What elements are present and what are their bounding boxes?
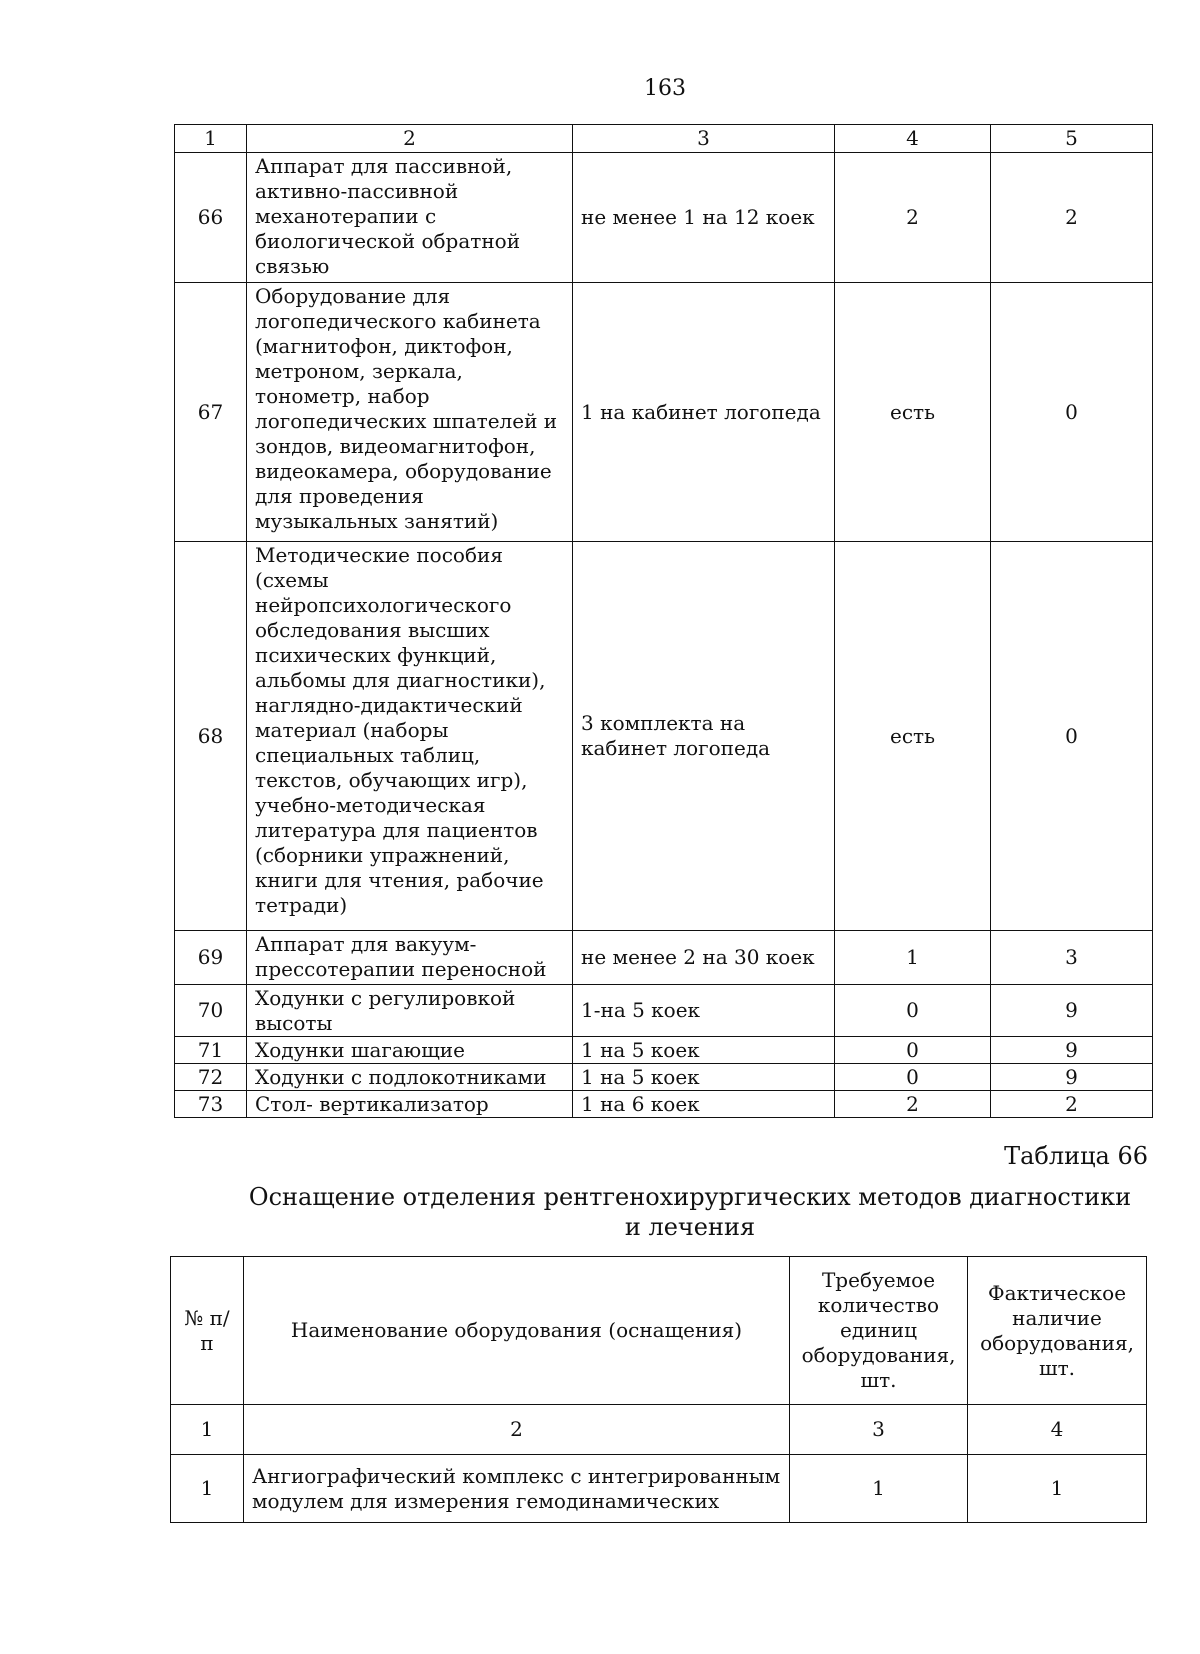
column-4-value: 0 (835, 985, 991, 1037)
required-quantity: 1 на 6 коек (573, 1091, 835, 1118)
column-5-value: 3 (991, 931, 1153, 985)
actual-quantity: 1 (968, 1455, 1147, 1523)
equipment-name: Ходунки шагающие (247, 1037, 573, 1064)
xray-surgery-equipment-table (170, 1256, 1147, 1523)
equipment-name: Ходунки с подлокотниками (247, 1064, 573, 1091)
equipment-name: Оборудование для логопедического кабинета (магнитофон, диктофон, метроном, зеркала, тонометр, набор логопедических шпателей и зондов, видеомагнитофон, видеокамера, оборудование для проведения музыкальных занятий) (247, 283, 573, 542)
table-row (175, 1064, 1153, 1091)
table-row (175, 931, 1153, 985)
column-index: 5 (991, 125, 1153, 153)
equipment-name: Ходунки с регулировкой высоты (247, 985, 573, 1037)
column-4-value: 1 (835, 931, 991, 985)
column-index: 4 (968, 1405, 1147, 1455)
header-row-number: № п/п (171, 1257, 244, 1405)
table-row (175, 1037, 1153, 1064)
table-label: Таблица 66 (1004, 1142, 1148, 1170)
column-5-value: 9 (991, 985, 1153, 1037)
column-5-value: 9 (991, 1064, 1153, 1091)
row-number: 67 (175, 283, 247, 542)
row-number: 73 (175, 1091, 247, 1118)
column-5-value: 2 (991, 1091, 1153, 1118)
header-actual-quantity: Фактическое наличие оборудования, шт. (968, 1257, 1147, 1405)
column-4-value: 0 (835, 1037, 991, 1064)
row-number: 70 (175, 985, 247, 1037)
table-row (175, 283, 1153, 542)
column-5-value: 9 (991, 1037, 1153, 1064)
row-number: 72 (175, 1064, 247, 1091)
column-index: 2 (244, 1405, 790, 1455)
equipment-name: Ангиографический комплекс с интегрированным модулем для измерения гемодинамических (244, 1455, 790, 1523)
column-4-value: 2 (835, 1091, 991, 1118)
row-number: 1 (171, 1455, 244, 1523)
equipment-name: Аппарат для пассивной, активно-пассивной механотерапии с биологической обратной связью (247, 153, 573, 283)
row-number: 71 (175, 1037, 247, 1064)
equipment-name: Методические пособия (схемы нейропсихологического обследования высших психических функций, альбомы для диагностики), наглядно-дидактический материал (наборы специальных таблиц, текстов, обучающих игр), учебно-методическая литература для пациентов (сборники упражнений, книги для чтения, рабочие тетради) (247, 542, 573, 931)
column-5-value: 2 (991, 153, 1153, 283)
row-number: 68 (175, 542, 247, 931)
page-number: 163 (644, 76, 686, 101)
required-quantity: 1 на 5 коек (573, 1064, 835, 1091)
required-quantity: 1 на кабинет логопеда (573, 283, 835, 542)
table-row (175, 1091, 1153, 1118)
column-4-value: есть (835, 542, 991, 931)
required-quantity: 1 (790, 1455, 968, 1523)
required-quantity: не менее 1 на 12 коек (573, 153, 835, 283)
column-4-value: есть (835, 283, 991, 542)
equipment-name: Стол- вертикализатор (247, 1091, 573, 1118)
required-quantity: 1 на 5 коек (573, 1037, 835, 1064)
row-number: 69 (175, 931, 247, 985)
table-header-row (171, 1257, 1147, 1405)
column-index: 3 (790, 1405, 968, 1455)
column-index-row (171, 1405, 1147, 1455)
column-index: 3 (573, 125, 835, 153)
table-row (175, 985, 1153, 1037)
table-row (175, 153, 1153, 283)
column-index: 1 (175, 125, 247, 153)
column-index-row (175, 125, 1153, 153)
column-index: 2 (247, 125, 573, 153)
equipment-name: Аппарат для вакуум-прессотерапии переносной (247, 931, 573, 985)
column-4-value: 0 (835, 1064, 991, 1091)
row-number: 66 (175, 153, 247, 283)
header-equipment-name: Наименование оборудования (оснащения) (244, 1257, 790, 1405)
column-5-value: 0 (991, 283, 1153, 542)
required-quantity: 3 комплекта на кабинет логопеда (573, 542, 835, 931)
column-5-value: 0 (991, 542, 1153, 931)
table-row (171, 1455, 1147, 1523)
column-index: 4 (835, 125, 991, 153)
required-quantity: не менее 2 на 30 коек (573, 931, 835, 985)
column-index: 1 (171, 1405, 244, 1455)
header-required-quantity: Требуемое количество единиц оборудования, шт. (790, 1257, 968, 1405)
equipment-table-continued (174, 124, 1153, 1118)
required-quantity: 1-на 5 коек (573, 985, 835, 1037)
table-row (175, 542, 1153, 931)
column-4-value: 2 (835, 153, 991, 283)
table-title: Оснащение отделения рентгенохирургических методов диагностики и лечения (248, 1183, 1132, 1241)
